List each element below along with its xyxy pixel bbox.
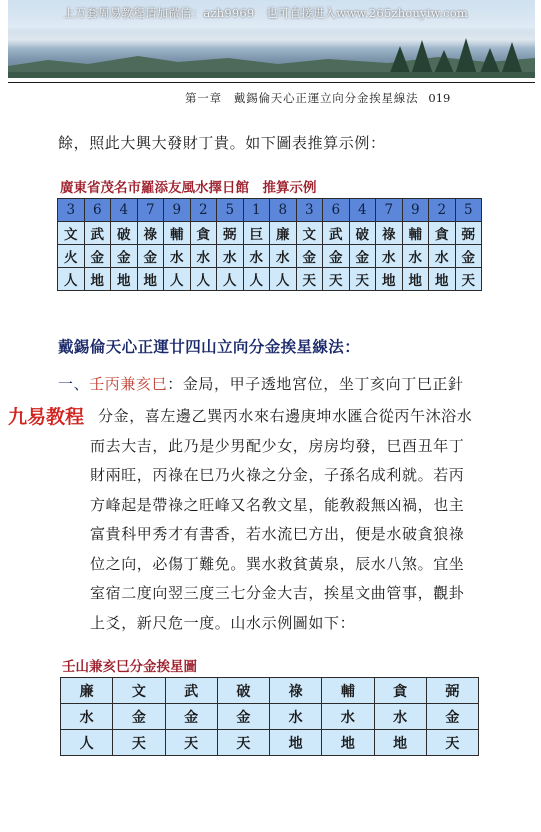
table-cell: 水	[374, 704, 426, 730]
table-cell: 金	[217, 704, 269, 730]
table-cell: 人	[243, 268, 270, 291]
table-cell: 水	[164, 245, 191, 268]
table-cell: 金	[426, 704, 478, 730]
table-cell: 地	[84, 268, 111, 291]
table-cell: 廉	[270, 222, 297, 245]
table-cell: 地	[376, 268, 403, 291]
paragraph-line: 富貴科甲秀才有書香，若水流巳方出，便是水破貪狼祿	[90, 525, 465, 543]
table-row	[58, 245, 482, 268]
paragraph-line: 位之向，必傷丁難免。巽水救貧黃泉，辰水八煞。宜坐	[90, 554, 465, 573]
chapter-title: 戴錫倫天心正運立向分金挨星線法	[233, 91, 419, 105]
table-cell: 3	[296, 199, 323, 222]
table-cell: 輔	[322, 678, 374, 704]
table-cell: 貪	[429, 222, 456, 245]
table-cell: 金	[113, 704, 165, 730]
table-cell: 人	[164, 268, 191, 291]
table-cell: 天	[113, 730, 165, 756]
header-rule	[8, 82, 535, 83]
table-cell: 武	[323, 222, 350, 245]
table-cell: 地	[429, 268, 456, 291]
table-cell: 武	[84, 222, 111, 245]
table-cell: 水	[402, 245, 429, 268]
table-cell: 天	[426, 730, 478, 756]
chapter-label: 第一章	[185, 91, 222, 105]
table-cell: 水	[270, 245, 297, 268]
table-cell: 人	[58, 268, 85, 291]
table-row	[61, 704, 479, 730]
table-cell: 人	[270, 268, 297, 291]
table-cell: 金	[137, 245, 164, 268]
table-cell: 4	[349, 199, 376, 222]
section-title: 戴錫倫天心正運廿四山立向分金挨星線法：	[58, 338, 361, 356]
item-one-lead	[58, 373, 464, 394]
table-cell: 9	[164, 199, 191, 222]
table-cell: 金	[455, 245, 482, 268]
table-cell: 8	[270, 199, 297, 222]
table-cell: 破	[349, 222, 376, 245]
table-cell: 金	[323, 245, 350, 268]
banner-trees-illustration	[8, 38, 535, 78]
mountain-name: 壬丙兼亥巳	[89, 375, 168, 393]
table-cell: 祿	[376, 222, 403, 245]
table-cell: 人	[217, 268, 244, 291]
table2-caption: 壬山兼亥巳分金挨星圖	[62, 659, 197, 675]
table-cell: 弼	[455, 222, 482, 245]
running-header	[185, 90, 450, 106]
table-cell: 水	[376, 245, 403, 268]
star-calculation-table	[57, 198, 482, 291]
mountain-star-table	[60, 677, 479, 756]
table-cell: 金	[84, 245, 111, 268]
table-cell: 金	[349, 245, 376, 268]
table-cell: 6	[323, 199, 350, 222]
table-cell: 水	[243, 245, 270, 268]
intro-paragraph: 餘，照此大興大發財丁貴。如下圖表推算示例：	[58, 134, 386, 152]
table-cell: 金	[296, 245, 323, 268]
page-number: 019	[428, 91, 451, 105]
paragraph-line: 分金，喜左邊乙巽丙水來右邊庚坤水匯合從丙午沐浴水	[98, 407, 473, 425]
table-cell: 水	[61, 704, 113, 730]
table-cell: 5	[217, 199, 244, 222]
table-cell: 天	[296, 268, 323, 291]
table-cell: 弼	[217, 222, 244, 245]
item-number: 一、	[58, 375, 90, 393]
table-cell: 地	[270, 730, 322, 756]
table-cell: 天	[165, 730, 217, 756]
table-cell: 貪	[190, 222, 217, 245]
table-cell: 天	[349, 268, 376, 291]
table-cell: 輔	[402, 222, 429, 245]
table-cell: 天	[217, 730, 269, 756]
table-cell: 貪	[374, 678, 426, 704]
item-one-paragraph	[90, 402, 490, 638]
table-cell: 7	[137, 199, 164, 222]
table1-caption: 廣東省茂名市羅添友風水擇日館 推算示例	[60, 180, 317, 196]
table-cell: 水	[322, 704, 374, 730]
table-cell: 地	[374, 730, 426, 756]
item-lead-text: ：金局，甲子透地宮位，坐丁亥向丁巳正針	[167, 375, 464, 393]
table-cell: 7	[376, 199, 403, 222]
table-cell: 天	[323, 268, 350, 291]
table-cell: 天	[455, 268, 482, 291]
table-cell: 祿	[137, 222, 164, 245]
table-cell: 5	[455, 199, 482, 222]
paragraph-line: 室宿二度向翌三度三七分金大吉，挨星文曲管事，觀卦	[90, 584, 465, 602]
table-row	[58, 268, 482, 291]
table-cell: 人	[61, 730, 113, 756]
table-cell: 祿	[270, 678, 322, 704]
table-cell: 人	[190, 268, 217, 291]
table-row	[58, 222, 482, 245]
table-row	[61, 678, 479, 704]
paragraph-line: 而去大吉，此乃是少男配少女，房房均發，巳酉丑年丁	[90, 436, 465, 455]
banner-promo-text: 上万套周易教程请加微信：azh9969 也可直接进入www.265zhouyiw.com	[63, 6, 469, 20]
table-cell: 2	[190, 199, 217, 222]
table-cell: 武	[165, 678, 217, 704]
table-cell: 文	[296, 222, 323, 245]
table-cell: 水	[217, 245, 244, 268]
paragraph-line: 財兩旺，丙祿在巳乃火祿之分金，子孫名成利就。若丙	[90, 466, 465, 484]
paragraph-line: 方峰起是帶祿之旺峰又名敎文星，能敎殺無凶禍，也主	[90, 495, 465, 514]
table-cell: 破	[217, 678, 269, 704]
table-cell: 金	[165, 704, 217, 730]
table-cell: 地	[137, 268, 164, 291]
table-cell: 文	[113, 678, 165, 704]
table-cell: 金	[111, 245, 138, 268]
table-cell: 9	[402, 199, 429, 222]
table-row	[58, 199, 482, 222]
watermark-logo: 九易教程	[8, 406, 85, 428]
paragraph-line: 上爻，新尺危一度。山水示例圖如下：	[90, 613, 356, 632]
table-cell: 地	[402, 268, 429, 291]
table-row	[61, 730, 479, 756]
table-cell: 地	[111, 268, 138, 291]
table-cell: 巨	[243, 222, 270, 245]
table-cell: 輔	[164, 222, 191, 245]
table-cell: 3	[58, 199, 85, 222]
table-cell: 文	[58, 222, 85, 245]
table-cell: 弼	[426, 678, 478, 704]
table-cell: 地	[322, 730, 374, 756]
table-cell: 水	[429, 245, 456, 268]
table-cell: 火	[58, 245, 85, 268]
header-banner-image	[8, 0, 535, 78]
table-cell: 1	[243, 199, 270, 222]
table-cell: 水	[270, 704, 322, 730]
table-cell: 破	[111, 222, 138, 245]
table-cell: 廉	[61, 678, 113, 704]
table-cell: 水	[190, 245, 217, 268]
table-cell: 4	[111, 199, 138, 222]
table-cell: 6	[84, 199, 111, 222]
table-cell: 2	[429, 199, 456, 222]
